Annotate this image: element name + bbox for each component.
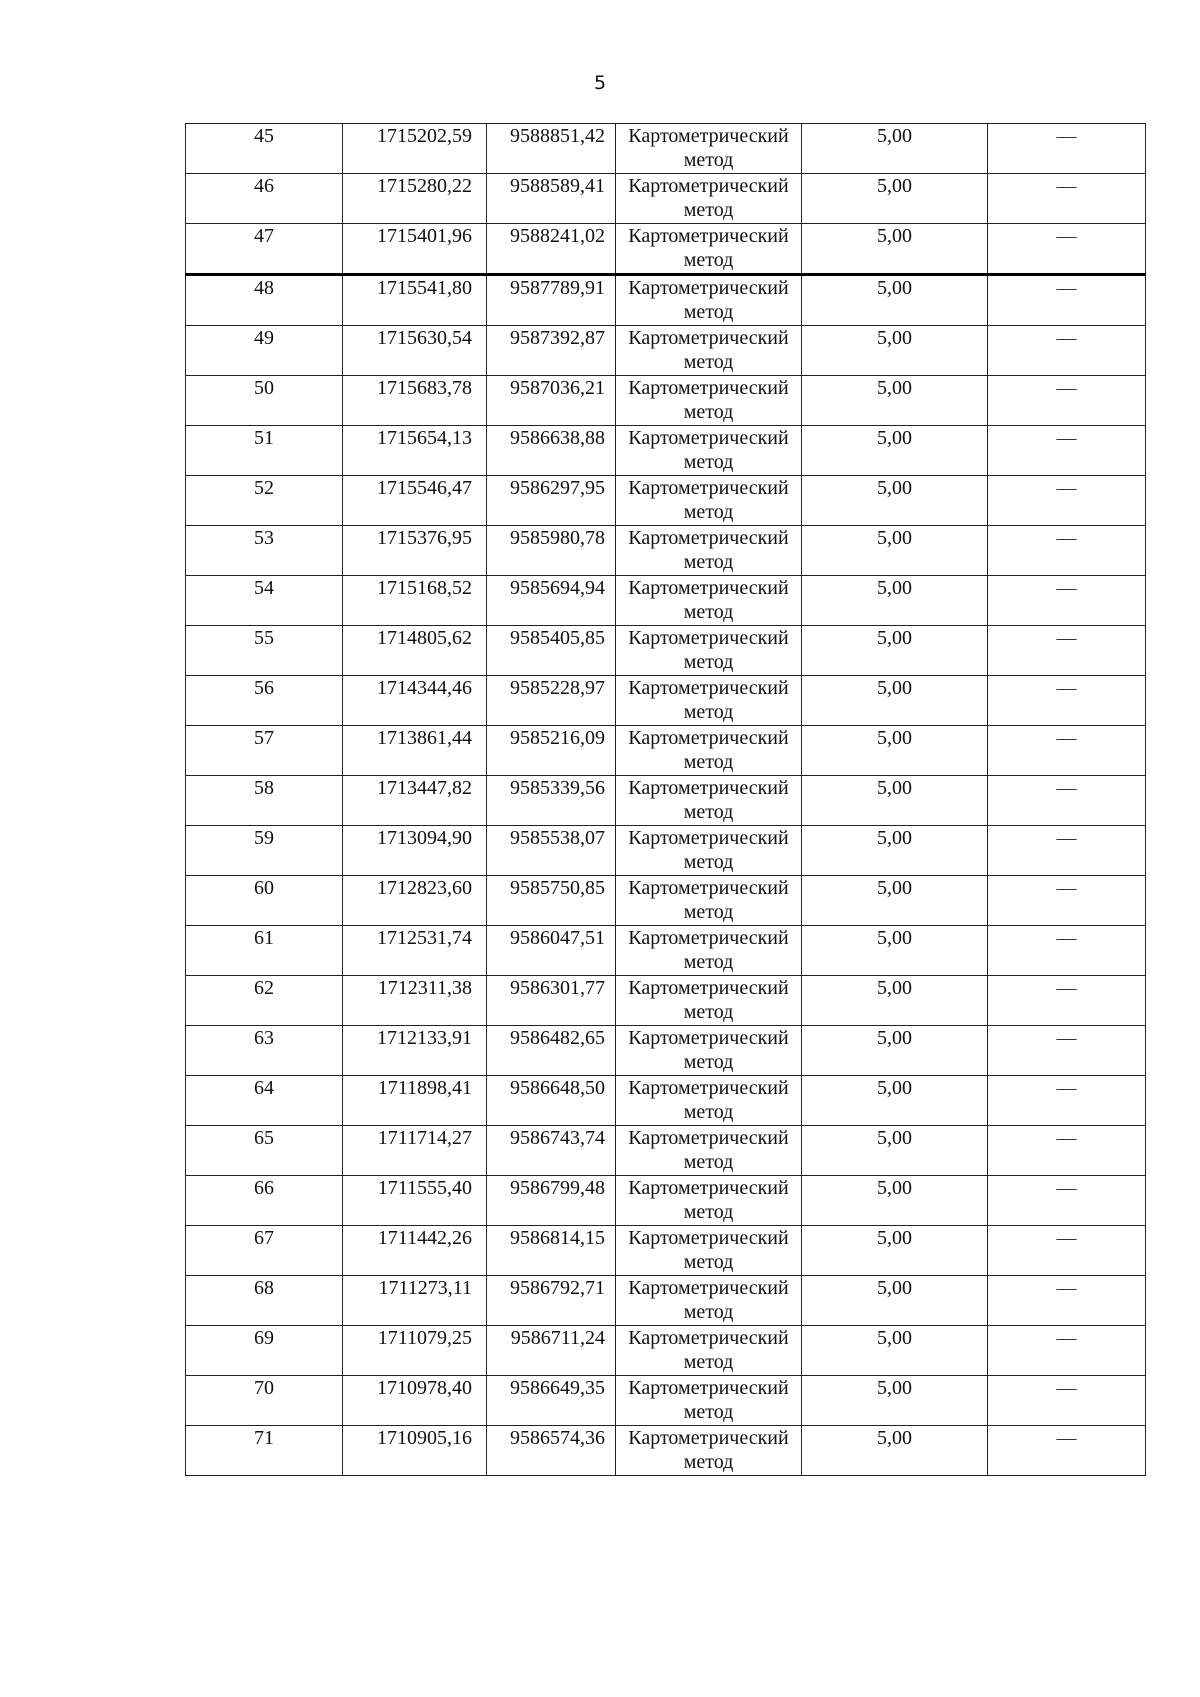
accuracy-cell: 5,00 — [802, 426, 988, 476]
table-row — [186, 124, 1146, 174]
y-coordinate-cell: 9587036,21 — [487, 376, 616, 426]
table-row — [186, 1226, 1146, 1276]
x-coordinate-cell: 1715401,96 — [343, 224, 487, 275]
point-number-cell: 55 — [186, 626, 343, 676]
y-coordinate-cell: 9585405,85 — [487, 626, 616, 676]
point-number-cell: 64 — [186, 1076, 343, 1126]
accuracy-cell: 5,00 — [802, 376, 988, 426]
table-row — [186, 526, 1146, 576]
y-coordinate-cell: 9586814,15 — [487, 1226, 616, 1276]
accuracy-cell: 5,00 — [802, 726, 988, 776]
table-row — [186, 826, 1146, 876]
point-number-cell: 47 — [186, 224, 343, 275]
table-row — [186, 1076, 1146, 1126]
table-row — [186, 326, 1146, 376]
method-cell: Картометрический метод — [616, 826, 802, 876]
y-coordinate-cell: 9586297,95 — [487, 476, 616, 526]
table-row — [186, 876, 1146, 926]
point-number-cell: 53 — [186, 526, 343, 576]
x-coordinate-cell: 1712133,91 — [343, 1026, 487, 1076]
y-coordinate-cell: 9586482,65 — [487, 1026, 616, 1076]
point-number-cell: 57 — [186, 726, 343, 776]
point-number-cell: 45 — [186, 124, 343, 174]
accuracy-cell: 5,00 — [802, 826, 988, 876]
x-coordinate-cell: 1710905,16 — [343, 1426, 487, 1476]
accuracy-cell: 5,00 — [802, 1276, 988, 1326]
method-cell: Картометрический метод — [616, 1326, 802, 1376]
note-cell: — — [988, 1176, 1146, 1226]
note-cell: — — [988, 926, 1146, 976]
y-coordinate-cell: 9586649,35 — [487, 1376, 616, 1426]
y-coordinate-cell: 9586799,48 — [487, 1176, 616, 1226]
note-cell: — — [988, 124, 1146, 174]
method-cell: Картометрический метод — [616, 1176, 802, 1226]
accuracy-cell: 5,00 — [802, 926, 988, 976]
note-cell: — — [988, 1226, 1146, 1276]
accuracy-cell: 5,00 — [802, 876, 988, 926]
table-row — [186, 1176, 1146, 1226]
accuracy-cell: 5,00 — [802, 476, 988, 526]
y-coordinate-cell: 9586047,51 — [487, 926, 616, 976]
note-cell: — — [988, 1326, 1146, 1376]
point-number-cell: 50 — [186, 376, 343, 426]
method-cell: Картометрический метод — [616, 1376, 802, 1426]
table-row — [186, 1276, 1146, 1326]
x-coordinate-cell: 1713447,82 — [343, 776, 487, 826]
x-coordinate-cell: 1715376,95 — [343, 526, 487, 576]
accuracy-cell: 5,00 — [802, 1026, 988, 1076]
point-number-cell: 60 — [186, 876, 343, 926]
note-cell: — — [988, 326, 1146, 376]
method-cell: Картометрический метод — [616, 976, 802, 1026]
x-coordinate-cell: 1712311,38 — [343, 976, 487, 1026]
accuracy-cell: 5,00 — [802, 1226, 988, 1276]
y-coordinate-cell: 9586574,36 — [487, 1426, 616, 1476]
table-row — [186, 1426, 1146, 1476]
note-cell: — — [988, 1426, 1146, 1476]
method-cell: Картометрический метод — [616, 1126, 802, 1176]
method-cell: Картометрический метод — [616, 1276, 802, 1326]
table-row — [186, 976, 1146, 1026]
table-row — [186, 1026, 1146, 1076]
table-row — [186, 726, 1146, 776]
note-cell: — — [988, 726, 1146, 776]
point-number-cell: 51 — [186, 426, 343, 476]
note-cell: — — [988, 376, 1146, 426]
point-number-cell: 59 — [186, 826, 343, 876]
point-number-cell: 54 — [186, 576, 343, 626]
accuracy-cell: 5,00 — [802, 526, 988, 576]
table-row — [186, 1376, 1146, 1426]
point-number-cell: 49 — [186, 326, 343, 376]
method-cell: Картометрический метод — [616, 676, 802, 726]
note-cell: — — [988, 676, 1146, 726]
accuracy-cell: 5,00 — [802, 326, 988, 376]
method-cell: Картометрический метод — [616, 224, 802, 275]
table-row — [186, 1326, 1146, 1376]
method-cell: Картометрический метод — [616, 876, 802, 926]
point-number-cell: 61 — [186, 926, 343, 976]
accuracy-cell: 5,00 — [802, 676, 988, 726]
point-number-cell: 68 — [186, 1276, 343, 1326]
y-coordinate-cell: 9586638,88 — [487, 426, 616, 476]
accuracy-cell: 5,00 — [802, 275, 988, 326]
y-coordinate-cell: 9587392,87 — [487, 326, 616, 376]
method-cell: Картометрический метод — [616, 1026, 802, 1076]
table-row — [186, 376, 1146, 426]
point-number-cell: 48 — [186, 275, 343, 326]
y-coordinate-cell: 9585980,78 — [487, 526, 616, 576]
x-coordinate-cell: 1715683,78 — [343, 376, 487, 426]
point-number-cell: 66 — [186, 1176, 343, 1226]
note-cell: — — [988, 1076, 1146, 1126]
table-row — [186, 676, 1146, 726]
y-coordinate-cell: 9586711,24 — [487, 1326, 616, 1376]
x-coordinate-cell: 1715654,13 — [343, 426, 487, 476]
method-cell: Картометрический метод — [616, 526, 802, 576]
y-coordinate-cell: 9588851,42 — [487, 124, 616, 174]
x-coordinate-cell: 1712531,74 — [343, 926, 487, 976]
note-cell: — — [988, 976, 1146, 1026]
method-cell: Картометрический метод — [616, 174, 802, 224]
point-number-cell: 70 — [186, 1376, 343, 1426]
point-number-cell: 63 — [186, 1026, 343, 1076]
x-coordinate-cell: 1711898,41 — [343, 1076, 487, 1126]
note-cell: — — [988, 275, 1146, 326]
y-coordinate-cell: 9585216,09 — [487, 726, 616, 776]
note-cell: — — [988, 1276, 1146, 1326]
method-cell: Картометрический метод — [616, 926, 802, 976]
accuracy-cell: 5,00 — [802, 976, 988, 1026]
point-number-cell: 62 — [186, 976, 343, 1026]
method-cell: Картометрический метод — [616, 1076, 802, 1126]
note-cell: — — [988, 576, 1146, 626]
accuracy-cell: 5,00 — [802, 1076, 988, 1126]
method-cell: Картометрический метод — [616, 726, 802, 776]
note-cell: — — [988, 224, 1146, 275]
method-cell: Картометрический метод — [616, 124, 802, 174]
y-coordinate-cell: 9587789,91 — [487, 275, 616, 326]
x-coordinate-cell: 1713861,44 — [343, 726, 487, 776]
note-cell: — — [988, 1376, 1146, 1426]
x-coordinate-cell: 1714344,46 — [343, 676, 487, 726]
method-cell: Картометрический метод — [616, 326, 802, 376]
coordinates-table — [185, 123, 1146, 1476]
x-coordinate-cell: 1715630,54 — [343, 326, 487, 376]
note-cell: — — [988, 1026, 1146, 1076]
table-row — [186, 275, 1146, 326]
accuracy-cell: 5,00 — [802, 1376, 988, 1426]
point-number-cell: 65 — [186, 1126, 343, 1176]
x-coordinate-cell: 1711442,26 — [343, 1226, 487, 1276]
x-coordinate-cell: 1715168,52 — [343, 576, 487, 626]
note-cell: — — [988, 426, 1146, 476]
point-number-cell: 67 — [186, 1226, 343, 1276]
x-coordinate-cell: 1715541,80 — [343, 275, 487, 326]
method-cell: Картометрический метод — [616, 1426, 802, 1476]
y-coordinate-cell: 9585538,07 — [487, 826, 616, 876]
x-coordinate-cell: 1712823,60 — [343, 876, 487, 926]
method-cell: Картометрический метод — [616, 626, 802, 676]
y-coordinate-cell: 9586648,50 — [487, 1076, 616, 1126]
accuracy-cell: 5,00 — [802, 224, 988, 275]
y-coordinate-cell: 9586301,77 — [487, 976, 616, 1026]
note-cell: — — [988, 776, 1146, 826]
y-coordinate-cell: 9588241,02 — [487, 224, 616, 275]
table-row — [186, 224, 1146, 275]
accuracy-cell: 5,00 — [802, 576, 988, 626]
method-cell: Картометрический метод — [616, 476, 802, 526]
point-number-cell: 52 — [186, 476, 343, 526]
x-coordinate-cell: 1711555,40 — [343, 1176, 487, 1226]
accuracy-cell: 5,00 — [802, 626, 988, 676]
accuracy-cell: 5,00 — [802, 1326, 988, 1376]
x-coordinate-cell: 1711714,27 — [343, 1126, 487, 1176]
x-coordinate-cell: 1711079,25 — [343, 1326, 487, 1376]
table-row — [186, 174, 1146, 224]
y-coordinate-cell: 9585339,56 — [487, 776, 616, 826]
coordinates-table-body — [186, 124, 1146, 1476]
accuracy-cell: 5,00 — [802, 1176, 988, 1226]
x-coordinate-cell: 1715546,47 — [343, 476, 487, 526]
table-row — [186, 1126, 1146, 1176]
method-cell: Картометрический метод — [616, 275, 802, 326]
point-number-cell: 71 — [186, 1426, 343, 1476]
accuracy-cell: 5,00 — [802, 1426, 988, 1476]
table-row — [186, 776, 1146, 826]
x-coordinate-cell: 1714805,62 — [343, 626, 487, 676]
y-coordinate-cell: 9585750,85 — [487, 876, 616, 926]
note-cell: — — [988, 876, 1146, 926]
point-number-cell: 46 — [186, 174, 343, 224]
x-coordinate-cell: 1710978,40 — [343, 1376, 487, 1426]
table-row — [186, 426, 1146, 476]
y-coordinate-cell: 9586743,74 — [487, 1126, 616, 1176]
note-cell: — — [988, 826, 1146, 876]
y-coordinate-cell: 9588589,41 — [487, 174, 616, 224]
method-cell: Картометрический метод — [616, 576, 802, 626]
table-row — [186, 576, 1146, 626]
note-cell: — — [988, 1126, 1146, 1176]
note-cell: — — [988, 174, 1146, 224]
note-cell: — — [988, 476, 1146, 526]
point-number-cell: 69 — [186, 1326, 343, 1376]
accuracy-cell: 5,00 — [802, 1126, 988, 1176]
table-row — [186, 926, 1146, 976]
point-number-cell: 56 — [186, 676, 343, 726]
method-cell: Картометрический метод — [616, 1226, 802, 1276]
y-coordinate-cell: 9586792,71 — [487, 1276, 616, 1326]
y-coordinate-cell: 9585694,94 — [487, 576, 616, 626]
note-cell: — — [988, 626, 1146, 676]
x-coordinate-cell: 1711273,11 — [343, 1276, 487, 1326]
method-cell: Картометрический метод — [616, 776, 802, 826]
x-coordinate-cell: 1715202,59 — [343, 124, 487, 174]
page-number: 5 — [593, 72, 607, 94]
note-cell: — — [988, 526, 1146, 576]
method-cell: Картометрический метод — [616, 376, 802, 426]
accuracy-cell: 5,00 — [802, 124, 988, 174]
accuracy-cell: 5,00 — [802, 174, 988, 224]
table-row — [186, 476, 1146, 526]
y-coordinate-cell: 9585228,97 — [487, 676, 616, 726]
accuracy-cell: 5,00 — [802, 776, 988, 826]
x-coordinate-cell: 1713094,90 — [343, 826, 487, 876]
point-number-cell: 58 — [186, 776, 343, 826]
x-coordinate-cell: 1715280,22 — [343, 174, 487, 224]
method-cell: Картометрический метод — [616, 426, 802, 476]
table-row — [186, 626, 1146, 676]
